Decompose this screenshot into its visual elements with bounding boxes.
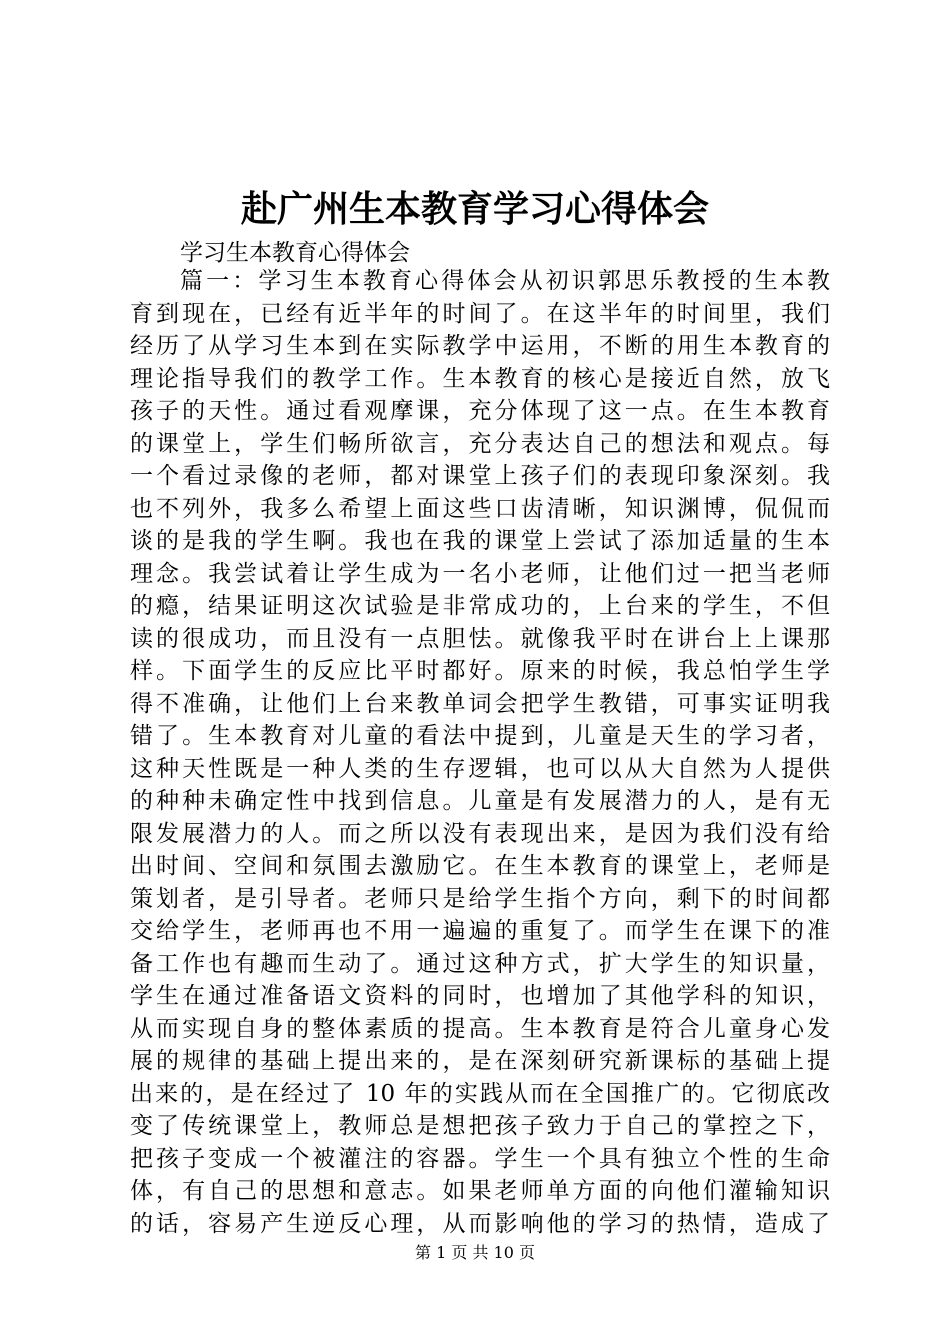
body-line: 读的很成功，而且没有一点胆怯。就像我平时在讲台上上课那 xyxy=(130,625,830,652)
body-line: 一个看过录像的老师，都对课堂上孩子们的表现印象深刻。我 xyxy=(130,463,830,489)
page-footer: 第 1 页 共 10 页 xyxy=(415,1243,535,1262)
body-line: 出时间、空间和氛围去激励它。在生本教育的课堂上，老师是 xyxy=(130,853,830,879)
body-line: 理念。我尝试着让学生成为一名小老师，让他们过一把当老师 xyxy=(130,560,830,587)
body-line: 的瘾，结果证明这次试验是非常成功的，上台来的学生，不但 xyxy=(130,593,830,619)
body-line: 的话，容易产生逆反心理，从而影响他的学习的热情，造成了 xyxy=(130,1210,830,1237)
document-title: 赴广州生本教育学习心得体会 xyxy=(240,188,709,230)
body-line: 把孩子变成一个被灌注的容器。学生一个具有独立个性的生命 xyxy=(130,1145,830,1172)
body-line: 备工作也有趣而生动了。通过这种方式，扩大学生的知识量， xyxy=(130,950,830,977)
body-line: 的课堂上，学生们畅所欲言，充分表达自己的想法和观点。每 xyxy=(130,430,830,457)
document-body xyxy=(130,265,830,1240)
body-line: 出来的，是在经过了 10 年的实践从而在全国推广的。它彻底改 xyxy=(130,1080,830,1107)
body-line: 从而实现自身的整体素质的提高。生本教育是符合儿童身心发 xyxy=(130,1015,830,1042)
body-line: 样。下面学生的反应比平时都好。原来的时候，我总怕学生学 xyxy=(130,658,830,684)
body-line: 的种种未确定性中找到信息。儿童是有发展潜力的人，是有无 xyxy=(130,788,830,814)
body-line: 也不列外，我多么希望上面这些口齿清晰，知识渊博，侃侃而 xyxy=(130,495,830,522)
body-line: 学生在通过准备语文资料的同时，也增加了其他学科的知识， xyxy=(130,983,830,1009)
body-line: 展的规律的基础上提出来的，是在深刻研究新课标的基础上提 xyxy=(130,1048,830,1074)
body-line: 变了传统课堂上，教师总是想把孩子致力于自己的掌控之下， xyxy=(130,1113,830,1139)
body-line: 篇一：学习生本教育心得体会从初识郭思乐教授的生本教 xyxy=(180,268,830,294)
body-line: 谈的是我的学生啊。我也在我的课堂上尝试了添加适量的生本 xyxy=(130,528,830,554)
body-line: 孩子的天性。通过看观摩课，充分体现了这一点。在生本教育 xyxy=(130,398,830,424)
body-line: 限发展潜力的人。而之所以没有表现出来，是因为我们没有给 xyxy=(130,820,830,847)
document-subtitle: 学习生本教育心得体会 xyxy=(180,240,410,266)
body-line: 育到现在，已经有近半年的时间了。在这半年的时间里，我们 xyxy=(130,300,830,327)
body-line: 这种天性既是一种人类的生存逻辑，也可以从大自然为人提供 xyxy=(130,755,830,782)
body-line: 理论指导我们的教学工作。生本教育的核心是接近自然，放飞 xyxy=(130,365,830,392)
body-line: 策划者，是引导者。老师只是给学生指个方向，剩下的时间都 xyxy=(130,885,830,912)
body-line: 体，有自己的思想和意志。如果老师单方面的向他们灌输知识 xyxy=(130,1178,830,1204)
body-line: 交给学生，老师再也不用一遍遍的重复了。而学生在课下的准 xyxy=(130,918,830,944)
body-line: 错了。生本教育对儿童的看法中提到，儿童是天生的学习者， xyxy=(130,723,830,749)
body-line: 得不准确，让他们上台来教单词会把学生教错，可事实证明我 xyxy=(130,690,830,717)
body-line: 经历了从学习生本到在实际教学中运用，不断的用生本教育的 xyxy=(130,333,830,359)
